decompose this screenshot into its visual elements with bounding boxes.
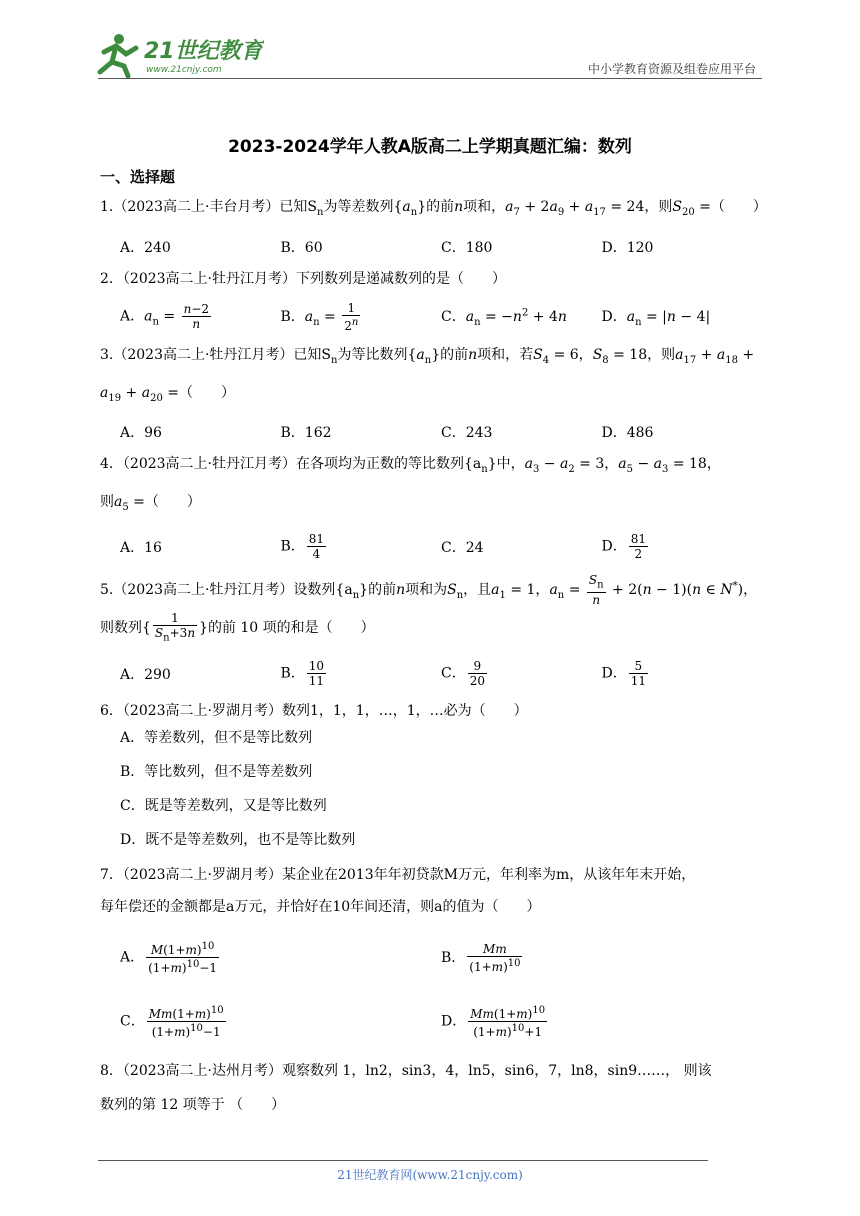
- question-3: 3.（2023高二上·牡丹江月考）已知$S_n$为等比数列$\{a_n\}$的前n项和，若$S_4 = 6$，$S_8 = 18$，则$a_{17} + a_{18}$ +: [100, 346, 755, 366]
- footer-text[interactable]: 21世纪教育网(www.21cnjy.com): [337, 1168, 523, 1182]
- question-7: 7．（2023高二上·罗湖月考）某企业在2013年年初贷款M万元，年利率为m，从该年年末开始，: [100, 866, 696, 883]
- option-d[interactable]: D．$a_n = |n - 4|$: [601, 308, 711, 328]
- logo: [94, 30, 264, 80]
- option-a[interactable]: A．240: [120, 239, 171, 256]
- header-divider: [98, 78, 762, 79]
- option-b[interactable]: B．等比数列，但不是等差数列: [120, 763, 313, 780]
- option-c[interactable]: C．$a_n = -n^2 + 4n$: [441, 307, 567, 328]
- option-a[interactable]: A．96: [120, 425, 162, 442]
- option-c[interactable]: C．243: [441, 425, 493, 442]
- option-d[interactable]: D．120: [601, 239, 654, 256]
- question-2: 2．（2023高二上·牡丹江月考）下列数列是递减数列的是（ ）: [100, 270, 506, 287]
- question-5: 5.（2023高二上·牡丹江月考）设数列$\{a_n\}$的前n项和为$S_n$，且$a_1 = 1$，$a_n$ = $\frac{S_n}{n}$ + 2(n − 1)(n ∈ N*)，: [100, 572, 758, 608]
- option-a[interactable]: A．290: [120, 666, 171, 683]
- option-a[interactable]: A． $\frac{M(1+m)^{10}}{(1+m)^{10}-1}$: [120, 941, 218, 976]
- runner-logo-icon: [100, 34, 136, 76]
- option-b[interactable]: B．162: [280, 425, 332, 442]
- option-c[interactable]: C． $\frac{9}{20}$: [441, 659, 485, 689]
- question-5-options: [120, 656, 762, 692]
- option-c[interactable]: C．24: [441, 539, 484, 556]
- question-7-options-row2: [120, 1002, 762, 1042]
- option-a[interactable]: A．$a_n$ = $\frac{n-2}{n}$: [120, 302, 210, 332]
- option-b[interactable]: B． $\frac{10}{11}$: [280, 659, 325, 689]
- option-a[interactable]: A．等差数列，但不是等比数列: [120, 729, 313, 746]
- svg-text:21世纪教育: 21世纪教育: [144, 39, 263, 64]
- option-a[interactable]: A．16: [120, 539, 162, 556]
- option-c[interactable]: C． $\frac{Mm(1+m)^{10}}{(1+m)^{10}-1}$: [120, 1005, 224, 1040]
- svg-text:www.21cnjy.com: www.21cnjy.com: [146, 65, 222, 75]
- question-4: 4．（2023高二上·牡丹江月考）在各项均为正数的等比数列$\{a_n\}$中，$a_3 - a_2 = 3$，$a_5 - a_3 = 18$，: [100, 456, 721, 476]
- option-d[interactable]: D． $\frac{Mm(1+m)^{10}}{(1+m)^{10}+1}$: [441, 1005, 546, 1040]
- option-d[interactable]: D．既不是等差数列，也不是等比数列: [120, 831, 356, 848]
- question-4-options: [120, 529, 762, 565]
- question-1-options: [120, 234, 762, 260]
- question-list: 1.（2023高二上·丰台月考）已知$S_n$为等差数列$\{a_n\}$的前n项和，$a_7 + 2a_9 + a_{17} = 24$，则$S_{20}$ =（ ） A．240 B．60 C．180 D．120 2．（2023高二上·牡丹江月考）下列数列是递减数列的是（ ） A．$a_n$ = $\frac{n-2}{n}$ B．$a_n$ = $\frac{1}{2^n}$ C．$a_n = -n^2 + 4n$ D．$a_n = |n - 4|$ 3.（2023高二上·牡丹江月考）已知$S_n$为等比数列$\{a_n\}$的前n项和，若$S_4 = 6$，$S_8 = 18$，则$a_{17} + a_{18}$ + $a_{19} + a_{20}$ =（ ） A．96 B．162 C．243 D．486 4．（2023高二上·牡丹江月考）在各项均为正数的等比数列$\{a_n\}$中，$a_3 - a_2 = 3$，$a_5 - a_3 = 18$， 则$a_5$ =（ ） A．16 B． $\frac{81}{4}$ C．24 D． $\frac{81}{2}$ 5.（2023高二上·牡丹江月考）设数列$\{a_n\}$的前n项和为$S_n$，且$a_1 = 1$，$a_n$ = $\frac{S_n}{n}$ + 2(n − 1)(n ∈ N*)， 则数列{ $\frac{1}{S_n+3n}$ }的前 10 项的和是（ ） A．290 B． $\frac{10}{11}$ C． $\frac{9}{20}$ D． $\frac{5}{11}$ 6．（2023高二上·罗湖月考）数列1，1，1，…，1，…必为（ ） A．等差数列，但不是等比数列 B．等比数列，但不是等差数列 C．既是等差数列，又是等比数列 D．既不是等差数列，也不是等比数列 7．（2023高二上·罗湖月考）某企业在2013年年初贷款M万元，年利率为m，从该年年末开始， 每年偿还的金额都是a万元，并恰好在10年间还清，则a的值为（ ） A． $\frac{M(1+m)^{10}}{(1+m)^{10}-1}$ B． $\frac{Mm}{(1+m)^{10}}$ C． $\frac{Mm(1+m)^{10}}{(1+m)^{10}-1}$ D． $\frac{Mm(1+m)^{10}}{(1+m)^{10}+1}$ 8．（2023高二上·达州月考）观察数列 1，ln2，sin3，4，ln5，sin6，7，ln8，sin9……， 则该 数列的第 12 项等于 （ ）: [100, 192, 762, 1116]
- question-7-options-row1: [120, 938, 762, 978]
- section-heading: 一、选择题: [100, 168, 176, 186]
- question-6-options: [120, 728, 762, 850]
- platform-name: 中小学教育资源及组卷应用平台: [587, 62, 756, 76]
- option-c[interactable]: C．180: [441, 239, 493, 256]
- question-1: 1.（2023高二上·丰台月考）已知$S_n$为等差数列$\{a_n\}$的前n项和，$a_7 + 2a_9 + a_{17} = 24$，则$S_{20}$ =（ ）: [100, 199, 767, 218]
- option-b[interactable]: B． $\frac{Mm}{(1+m)^{10}}$: [441, 941, 521, 974]
- question-8: 8．（2023高二上·达州月考）观察数列 1，ln2，sin3，4，ln5，sin6，7，ln8，sin9……， 则该: [100, 1062, 712, 1079]
- page-title: 2023-2024学年人教A版高二上学期真题汇编：数列: [228, 137, 632, 157]
- option-d[interactable]: D． $\frac{5}{11}$: [601, 659, 647, 689]
- option-d[interactable]: D． $\frac{81}{2}$: [601, 532, 647, 562]
- question-6: 6．（2023高二上·罗湖月考）数列1，1，1，…，1，…必为（ ）: [100, 702, 528, 719]
- option-b[interactable]: B．60: [280, 239, 323, 256]
- option-b[interactable]: B． $\frac{81}{4}$: [280, 532, 325, 562]
- question-3-options: [120, 419, 762, 445]
- question-2-options: [120, 300, 762, 334]
- option-c[interactable]: C．既是等差数列，又是等比数列: [120, 797, 327, 814]
- option-d[interactable]: D．486: [601, 425, 654, 442]
- footer-divider: [98, 1160, 708, 1161]
- option-b[interactable]: B．$a_n$ = $\frac{1}{2^n}$: [280, 300, 359, 333]
